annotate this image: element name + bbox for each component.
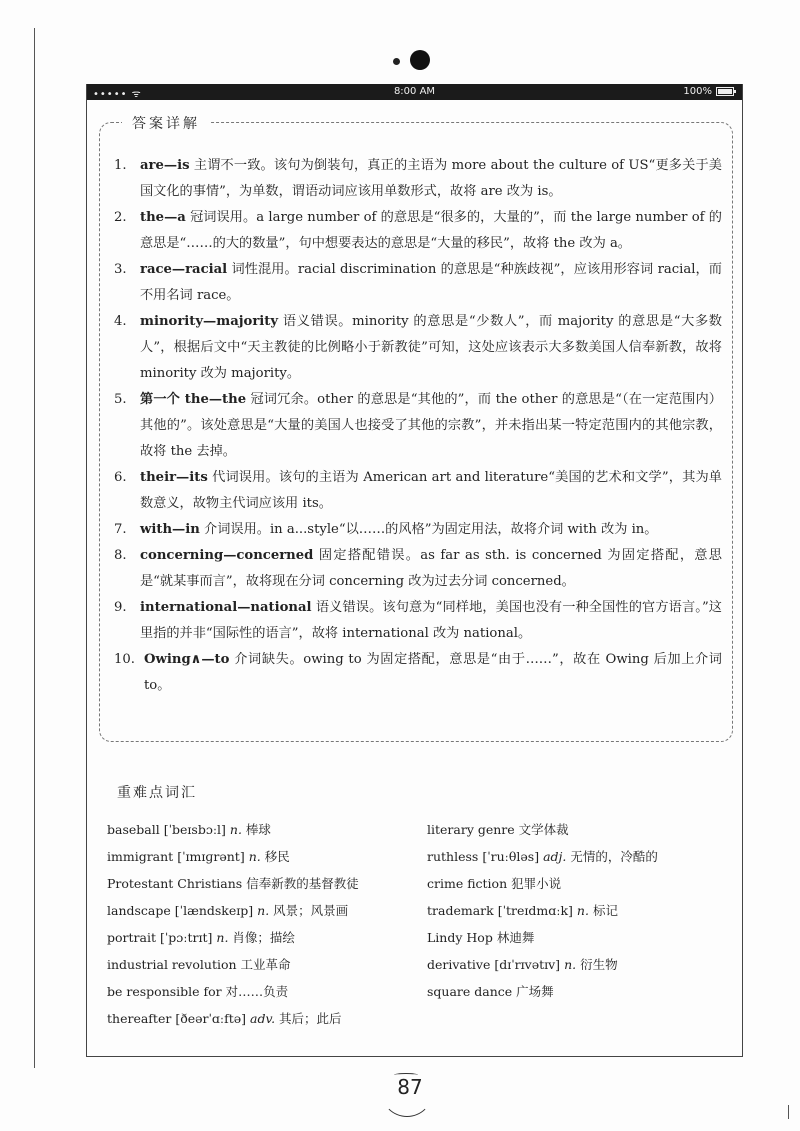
vocab-phonetic: [dɪˈrɪvətɪv]	[494, 957, 561, 972]
page-number: 87	[397, 1075, 423, 1099]
answer-item	[114, 387, 722, 465]
vocab-meaning: 文学体裁	[518, 822, 569, 837]
answer-item	[114, 465, 722, 517]
page-margin-rule	[34, 28, 35, 1068]
camera-icon	[410, 50, 430, 70]
answer-list	[114, 153, 722, 699]
explanation: 冠词误用。a large number of 的意思是“很多的，大量的”，而 the large number of 的意思是“……的大的数量”，句中想要表达的意思是“大量的移民”，故将 the 改为 a。	[140, 210, 722, 251]
item-number: 5.	[114, 392, 127, 407]
vocab-word: Lindy Hop	[427, 930, 493, 945]
answer-item	[114, 257, 722, 309]
vocab-word: be responsible for	[107, 984, 222, 999]
vocab-entry	[427, 870, 658, 897]
vocab-phonetic: [ˈlændskeɪp]	[174, 903, 254, 918]
vocab-entry	[107, 897, 359, 924]
item-number: 9.	[114, 600, 127, 615]
vocab-meaning: 对……负责	[225, 984, 289, 999]
vocab-entry	[427, 897, 658, 924]
vocab-phonetic: [ˈbeɪsbɔːl]	[163, 822, 226, 837]
vocab-entry	[427, 951, 658, 978]
vocab-entry	[107, 1005, 359, 1032]
vocab-entry	[107, 924, 359, 951]
item-number: 3.	[114, 262, 127, 277]
battery-status	[683, 86, 734, 97]
vocab-meaning: 肖像；描绘	[232, 930, 295, 945]
vocab-word: derivative	[427, 957, 491, 972]
vocab-meaning: 林迪舞	[496, 930, 535, 945]
correction-key: with—in	[140, 522, 200, 537]
vocab-list-right	[427, 816, 658, 1005]
vocab-meaning: 无情的，冷酷的	[570, 849, 658, 864]
vocab-meaning: 标记	[592, 903, 618, 918]
item-number: 2.	[114, 210, 127, 225]
vocab-phonetic: [ðeərˈɑːftə]	[175, 1011, 247, 1026]
vocab-entry	[107, 870, 359, 897]
vocab-word: baseball	[107, 822, 160, 837]
vocab-meaning: 移民	[264, 849, 290, 864]
vocab-word: literary genre	[427, 822, 515, 837]
correction-key: are—is	[140, 158, 190, 173]
item-number: 8.	[114, 548, 127, 563]
explanation: 冠词冗余。other 的意思是“其他的”，而 the other 的意思是“（在一定范围内）其他的”。该处意思是“大量的美国人也接受了其他的宗教”，并未指出某一特定范围内的其他宗教，故将 the 去掉。	[140, 392, 722, 459]
vocab-word: thereafter	[107, 1011, 172, 1026]
vocab-word: immigrant	[107, 849, 174, 864]
correction-key: minority—majority	[140, 314, 279, 329]
answer-item	[114, 647, 722, 699]
item-number: 7.	[114, 522, 127, 537]
vocab-entry	[107, 978, 359, 1005]
correction-key: 第一个 the—the	[140, 392, 247, 407]
vocab-meaning: 信奉新教的基督教徒	[246, 876, 359, 891]
correction-key: concerning—concerned	[140, 548, 314, 563]
explanation: 介词缺失。owing to 为固定搭配，意思是“由于……”，故在 Owing 后加上介词 to。	[144, 652, 722, 693]
correction-key: international—national	[140, 600, 312, 615]
section-title: 答案详解	[122, 113, 210, 133]
vocab-meaning: 广场舞	[516, 984, 554, 999]
vocab-entry	[427, 816, 658, 843]
item-number: 6.	[114, 470, 127, 485]
battery-percent: 100%	[683, 86, 712, 97]
vocab-pos: adv.	[250, 1011, 276, 1026]
vocab-entry	[427, 843, 658, 870]
answer-item	[114, 205, 722, 257]
vocab-entry	[427, 924, 658, 951]
vocab-pos: n.	[564, 957, 577, 972]
answer-item	[114, 153, 722, 205]
explanation: 语义错误。该句意为“同样地，美国也没有一种全国性的官方语言。”这里指的并非“国际性的语言”，故将 international 改为 national。	[140, 600, 722, 641]
vocab-meaning: 棒球	[245, 822, 271, 837]
vocab-word: ruthless	[427, 849, 479, 864]
answer-explanation-box	[99, 116, 733, 742]
vocab-word: industrial revolution	[107, 957, 237, 972]
vocab-pos: n.	[229, 822, 242, 837]
vocab-meaning: 工业革命	[240, 957, 291, 972]
vocab-meaning: 其后；此后	[279, 1011, 342, 1026]
sensor-dot	[393, 58, 400, 65]
explanation: 主谓不一致。该句为倒装句，真正的主语为 more about the culture of US“更多关于美国文化的事情”，为单数，谓语动词应该用单数形式，故将 are 改为 is。	[140, 158, 722, 199]
explanation: 代词误用。该句的主语为 American art and literature“美国的艺术和文学”，其为单数意义，故物主代词应该用 its。	[140, 470, 722, 511]
vocab-phonetic: [ˈruːθləs]	[482, 849, 540, 864]
vocab-word: trademark	[427, 903, 494, 918]
item-number: 4.	[114, 314, 127, 329]
answer-item	[114, 595, 722, 647]
vocab-pos: n.	[216, 930, 229, 945]
item-number: 10.	[114, 652, 135, 667]
vocab-pos: n.	[248, 849, 261, 864]
item-number: 1.	[114, 158, 127, 173]
vocab-meaning: 风景；风景画	[273, 903, 349, 918]
battery-icon	[716, 87, 734, 96]
vocab-meaning: 犯罪小说	[511, 876, 562, 891]
vocab-phonetic: [ˈpɔːtrɪt]	[159, 930, 213, 945]
vocab-entry	[107, 951, 359, 978]
vocab-pos: n.	[257, 903, 270, 918]
explanation: 固定搭配错误。as far as sth. is concerned 为固定搭配，意思是“就某事而言”，故将现在分词 concerning 改为过去分词 concerned。	[140, 548, 722, 589]
explanation: 介词误用。in a...style“以……的风格”为固定用法，故将介词 with 改为 in。	[199, 522, 658, 537]
answer-item	[114, 543, 722, 595]
explanation: 语义错误。minority 的意思是“少数人”，而 majority 的意思是“大多数人”，根据后文中“天主教徒的比例略小于新教徒”可知，这处应该表示大多数美国人信奉新教，故将 minority 改为 majority。	[140, 314, 722, 381]
answer-item	[114, 309, 722, 387]
explanation: 词性混用。racial discrimination 的意思是“种族歧视”，应该用形容词 racial，而不用名词 race。	[140, 262, 722, 303]
vocab-word: crime fiction	[427, 876, 508, 891]
vocab-meaning: 衍生物	[580, 957, 618, 972]
vocab-entry	[427, 978, 658, 1005]
clock: 8:00 AM	[393, 86, 436, 97]
vocab-phonetic: [ˈtreɪdmɑːk]	[497, 903, 573, 918]
vocab-section-title: 重难点词汇	[117, 785, 197, 801]
correction-key: Owing∧—to	[144, 652, 230, 667]
vocab-list-left	[107, 816, 359, 1032]
vocab-pos: n.	[576, 903, 589, 918]
vocab-phonetic: [ˈɪmɪɡrənt]	[177, 849, 245, 864]
vocab-pos: adj.	[543, 849, 567, 864]
vocab-word: portrait	[107, 930, 156, 945]
page-edge-mark	[788, 1105, 789, 1119]
tablet-frame	[86, 84, 743, 1057]
vocab-entry	[107, 816, 359, 843]
vocab-word: Protestant Christians	[107, 876, 243, 891]
status-bar	[87, 84, 742, 100]
vocab-word: square dance	[427, 984, 513, 999]
correction-key: their—its	[140, 470, 208, 485]
correction-key: the—a	[140, 210, 186, 225]
vocab-entry	[107, 843, 359, 870]
signal-icon: ••••• ᯤ	[93, 89, 142, 100]
answer-item	[114, 517, 722, 543]
correction-key: race—racial	[140, 262, 228, 277]
vocab-word: landscape	[107, 903, 171, 918]
